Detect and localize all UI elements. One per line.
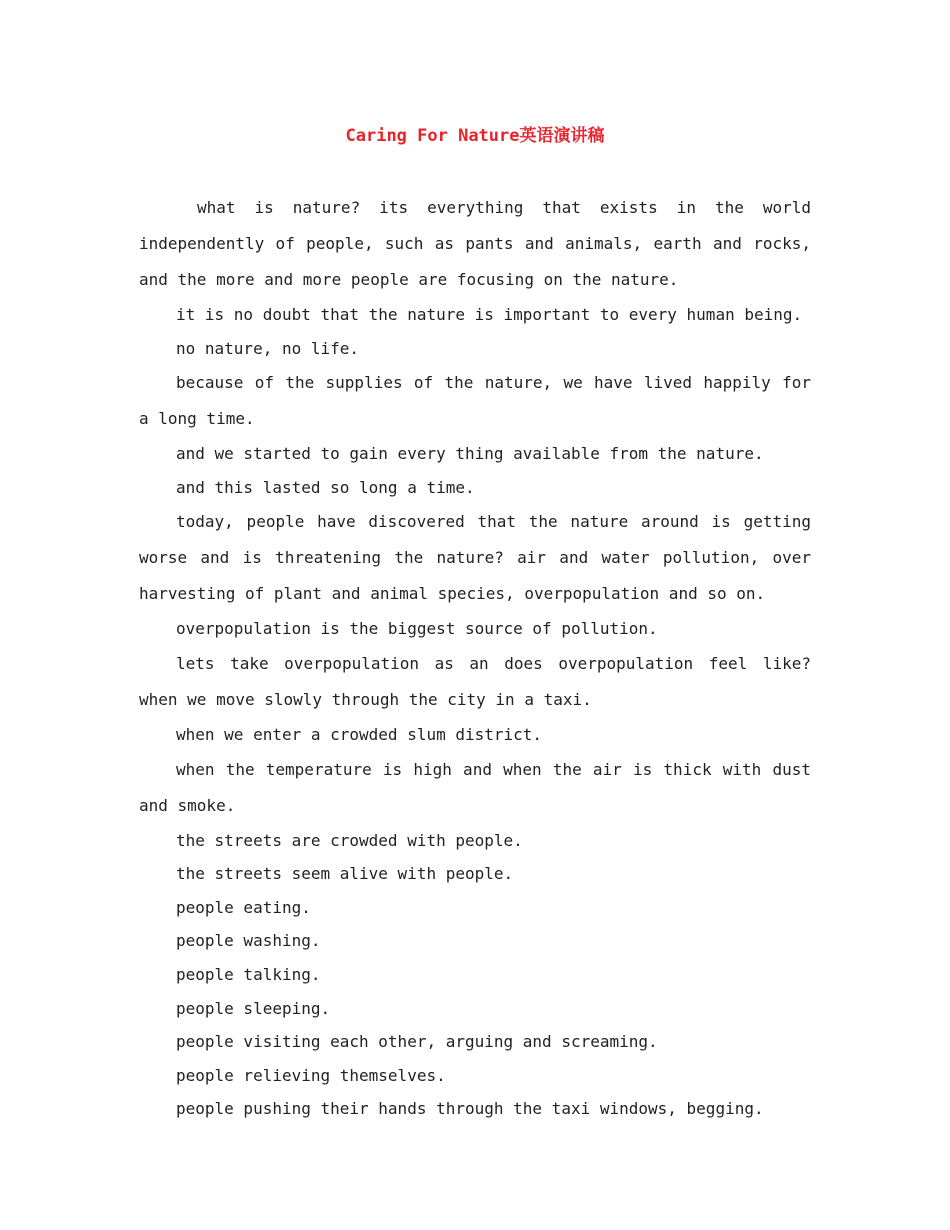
paragraph: people eating. xyxy=(176,897,311,917)
paragraph: and this lasted so long a time. xyxy=(176,477,475,497)
paragraph: no nature, no life. xyxy=(176,338,360,358)
paragraph: overpopulation is the biggest source of pollution. xyxy=(176,619,658,639)
paragraph: the streets seem alive with people. xyxy=(176,864,514,884)
paragraph: people sleeping. xyxy=(176,998,331,1018)
document-title: Caring For Nature英语演讲稿 xyxy=(345,126,605,146)
paragraph: when the temperature is high and when the air is thick with dust and smoke. xyxy=(139,759,811,815)
paragraph: when we enter a crowded slum district. xyxy=(176,724,543,744)
paragraph: it is no doubt that the nature is important to every human being. xyxy=(176,305,803,324)
paragraph: today, people have discovered that the nature around is getting worse and is threatening the nature? air and water pollution, over harvesting of plant and animal species, overpopulation and so on. xyxy=(139,512,811,604)
paragraph: people visiting each other, arguing and screaming. xyxy=(176,1032,658,1052)
paragraph: the streets are crowded with people. xyxy=(176,830,523,850)
paragraph: people talking. xyxy=(176,964,321,984)
paragraph: people washing. xyxy=(176,931,321,951)
document-body xyxy=(139,190,811,1126)
paragraph: people relieving themselves. xyxy=(176,1065,446,1085)
paragraph: what is nature? its everything that exists in the world independently of people, such as pants and animals, earth and rocks, and the more and more people are focusing on the nature. xyxy=(139,198,811,289)
paragraph: and we started to gain every thing available from the nature. xyxy=(176,444,764,464)
paragraph: people pushing their hands through the taxi windows, begging. xyxy=(176,1099,764,1119)
paragraph: lets take overpopulation as an does overpopulation feel like? when we move slowly through the city in a taxi. xyxy=(139,653,811,709)
paragraph: because of the supplies of the nature, we have lived happily for a long time. xyxy=(139,373,811,429)
